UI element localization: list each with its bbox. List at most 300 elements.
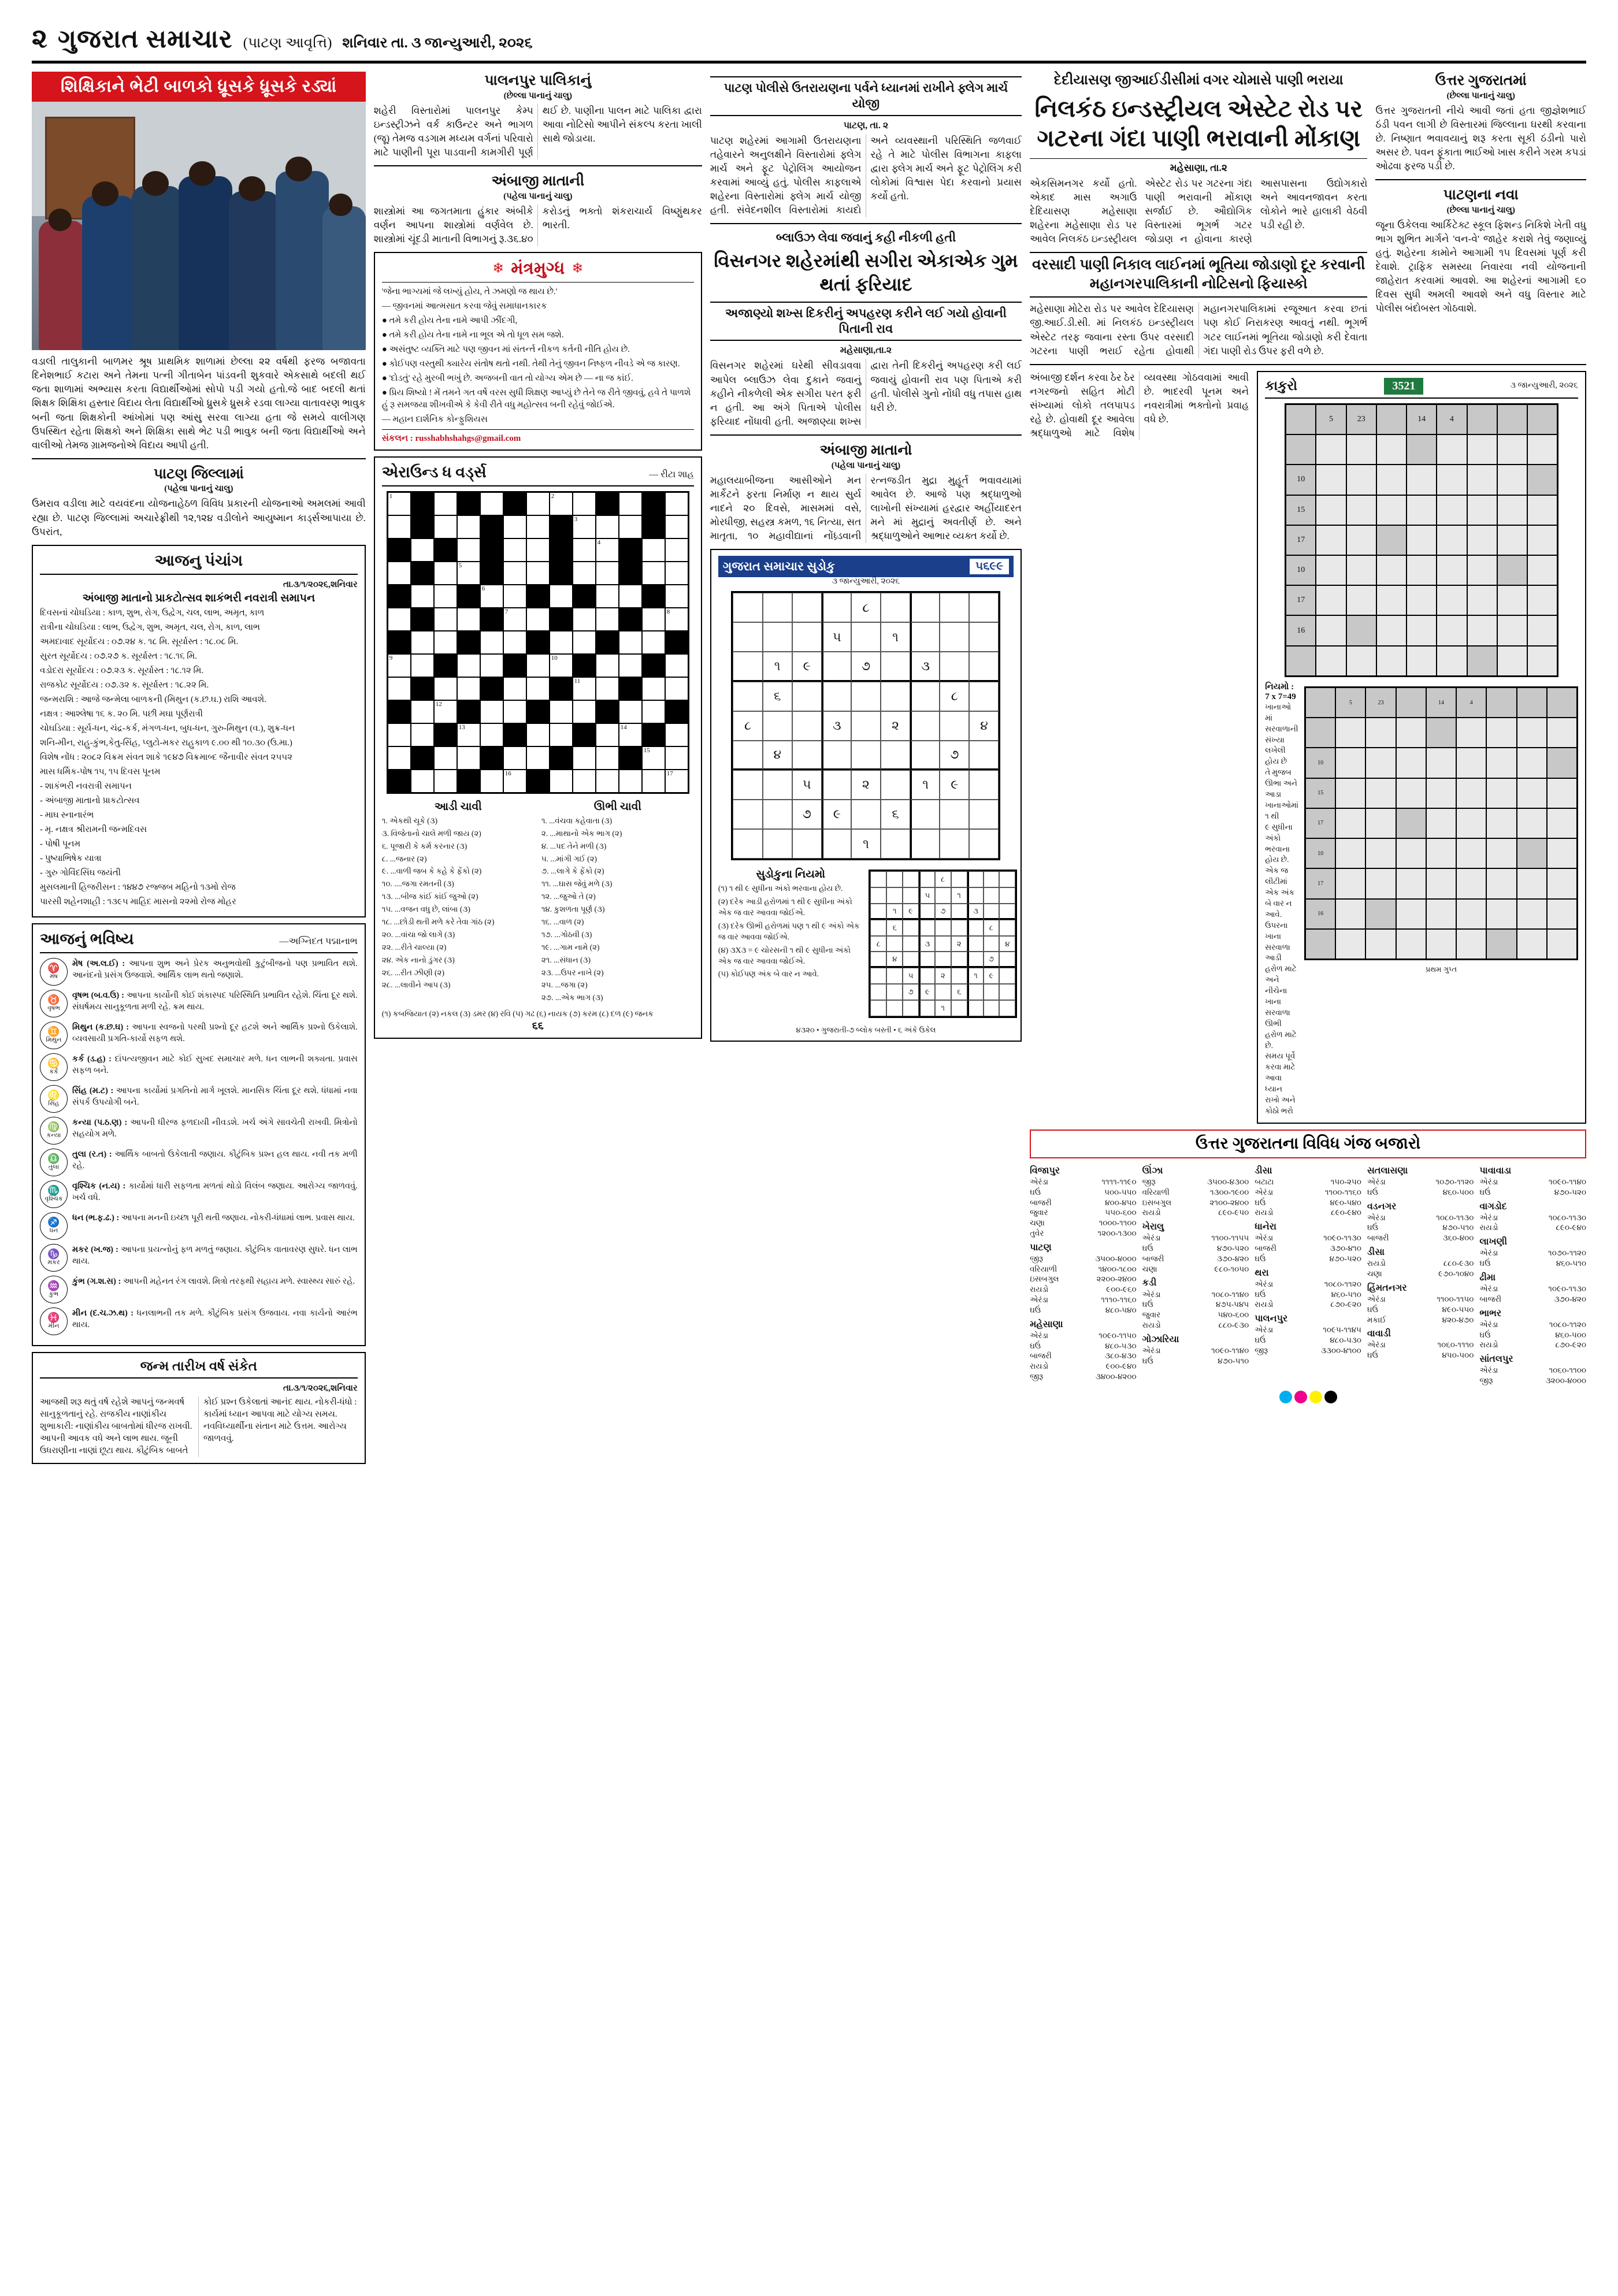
crossword-cell[interactable]: [480, 654, 503, 677]
kakuro-grid[interactable]: [1285, 403, 1558, 677]
crossword-cell[interactable]: [550, 700, 573, 723]
sudoku-cell[interactable]: [969, 682, 999, 711]
crossword-cell[interactable]: 7: [503, 608, 526, 631]
crossword-block[interactable]: [480, 677, 503, 700]
kakuro-cell[interactable]: [1335, 748, 1365, 778]
kakuro-cell[interactable]: [1335, 868, 1365, 898]
kakuro-cell[interactable]: [1527, 646, 1557, 676]
kakuro-cell[interactable]: [1456, 748, 1486, 778]
sudoku-cell[interactable]: [935, 936, 951, 952]
kakuro-clue-cell[interactable]: [1517, 688, 1547, 718]
kakuro-cell[interactable]: [1547, 808, 1577, 838]
kakuro-cell[interactable]: [1517, 748, 1547, 778]
sudoku-cell[interactable]: [910, 800, 940, 829]
kakuro-cell[interactable]: [1365, 718, 1396, 748]
crossword-block[interactable]: [619, 677, 642, 700]
kakuro-cell[interactable]: [1547, 929, 1577, 959]
sudoku-cell[interactable]: [792, 593, 822, 622]
crossword-cell[interactable]: [573, 770, 596, 793]
crossword-cell[interactable]: [665, 538, 688, 562]
crossword-cell[interactable]: [480, 492, 503, 515]
crossword-cell[interactable]: [642, 677, 665, 700]
crossword-cell[interactable]: [596, 746, 619, 770]
sudoku-cell[interactable]: [910, 711, 940, 741]
sudoku-grid[interactable]: [731, 591, 1000, 860]
sudoku-cell[interactable]: [919, 952, 935, 968]
sudoku-cell[interactable]: ૫: [903, 968, 919, 984]
kakuro-cell[interactable]: [1456, 929, 1486, 959]
sudoku-cell[interactable]: ૧: [910, 770, 940, 800]
kakuro-clue-cell[interactable]: 15: [1286, 495, 1316, 525]
kakuro-cell[interactable]: [1365, 838, 1396, 868]
crossword-block[interactable]: [411, 608, 434, 631]
crossword-block[interactable]: [596, 492, 619, 515]
sudoku-cell[interactable]: ૯: [792, 652, 822, 681]
kakuro-cell[interactable]: [1426, 778, 1456, 808]
crossword-cell[interactable]: 14: [619, 723, 642, 746]
sudoku-cell[interactable]: ૭: [851, 652, 881, 681]
kakuro-cell[interactable]: [1527, 434, 1557, 465]
kakuro-clue-cell[interactable]: 5: [1335, 688, 1365, 718]
sudoku-cell[interactable]: ૩: [919, 936, 935, 952]
sudoku-cell[interactable]: [851, 622, 881, 652]
crossword-cell[interactable]: [642, 608, 665, 631]
sudoku-cell[interactable]: [967, 952, 984, 968]
sudoku-cell[interactable]: [822, 593, 851, 622]
crossword-block[interactable]: [550, 538, 573, 562]
sudoku-cell[interactable]: [940, 593, 969, 622]
crossword-cell[interactable]: [434, 677, 457, 700]
kakuro-clue-cell[interactable]: [1497, 555, 1527, 585]
crossword-cell[interactable]: 8: [665, 608, 688, 631]
sudoku-cell[interactable]: [999, 1000, 1015, 1016]
sudoku-cell[interactable]: [733, 652, 762, 681]
kakuro-cell[interactable]: [1437, 585, 1467, 615]
crossword-cell[interactable]: [619, 770, 642, 793]
kakuro-cell[interactable]: [1467, 555, 1497, 585]
sudoku-cell[interactable]: [870, 952, 886, 968]
crossword-cell[interactable]: [642, 631, 665, 654]
crossword-block[interactable]: [434, 538, 457, 562]
kakuro-clue-cell[interactable]: [1305, 718, 1335, 748]
kakuro-clue-cell[interactable]: [1467, 646, 1497, 676]
crossword-block[interactable]: [550, 746, 573, 770]
kakuro-clue-cell[interactable]: 23: [1346, 404, 1376, 434]
crossword-block[interactable]: [503, 723, 526, 746]
kakuro-cell[interactable]: [1316, 465, 1346, 495]
crossword-cell[interactable]: [434, 631, 457, 654]
kakuro-clue-cell[interactable]: [1467, 404, 1497, 434]
crossword-cell[interactable]: [573, 631, 596, 654]
kakuro-cell[interactable]: [1365, 868, 1396, 898]
crossword-cell[interactable]: [596, 654, 619, 677]
kakuro-cell[interactable]: [1376, 495, 1407, 525]
kakuro-cell[interactable]: [1316, 555, 1346, 585]
sudoku-cell[interactable]: ૨: [951, 936, 967, 952]
crossword-cell[interactable]: [411, 585, 434, 608]
kakuro-cell[interactable]: [1316, 646, 1346, 676]
sudoku-cell[interactable]: [919, 871, 935, 887]
kakuro-clue-cell[interactable]: 17: [1286, 525, 1316, 555]
crossword-cell[interactable]: [526, 746, 550, 770]
sudoku-cell[interactable]: ૯: [940, 770, 969, 800]
kakuro-cell[interactable]: [1497, 585, 1527, 615]
kakuro-clue-cell[interactable]: [1547, 688, 1577, 718]
sudoku-cell[interactable]: ૬: [951, 984, 967, 1000]
crossword-cell[interactable]: [434, 515, 457, 538]
crossword-cell[interactable]: [642, 700, 665, 723]
kakuro-clue-cell[interactable]: 5: [1316, 404, 1346, 434]
sudoku-cell[interactable]: [999, 887, 1015, 904]
crossword-cell[interactable]: [388, 515, 411, 538]
kakuro-clue-cell[interactable]: [1486, 929, 1516, 959]
crossword-block[interactable]: [457, 770, 480, 793]
kakuro-cell[interactable]: [1346, 495, 1376, 525]
sudoku-cell[interactable]: ૬: [881, 800, 910, 829]
sudoku-cell[interactable]: [792, 622, 822, 652]
sudoku-cell[interactable]: [967, 920, 984, 936]
sudoku-cell[interactable]: [822, 770, 851, 800]
crossword-cell[interactable]: [642, 562, 665, 585]
kakuro-cell[interactable]: [1346, 465, 1376, 495]
kakuro-cell[interactable]: [1396, 838, 1426, 868]
kakuro-cell[interactable]: [1335, 718, 1365, 748]
sudoku-cell[interactable]: [984, 984, 1000, 1000]
crossword-cell[interactable]: [526, 654, 550, 677]
crossword-block[interactable]: [642, 654, 665, 677]
crossword-block[interactable]: [642, 585, 665, 608]
crossword-cell[interactable]: [665, 677, 688, 700]
crossword-cell[interactable]: [503, 585, 526, 608]
kakuro-cell[interactable]: [1346, 525, 1376, 555]
kakuro-clue-cell[interactable]: [1286, 646, 1316, 676]
kakuro-cell[interactable]: [1517, 868, 1547, 898]
sudoku-cell[interactable]: [935, 887, 951, 904]
crossword-cell[interactable]: [503, 746, 526, 770]
kakuro-cell[interactable]: [1396, 748, 1426, 778]
sudoku-cell[interactable]: [870, 904, 886, 920]
crossword-block[interactable]: [503, 492, 526, 515]
kakuro-clue-cell[interactable]: 10: [1305, 748, 1335, 778]
crossword-block[interactable]: [388, 631, 411, 654]
kakuro-clue-cell[interactable]: 4: [1456, 688, 1486, 718]
crossword-grid[interactable]: [387, 491, 689, 794]
crossword-cell[interactable]: [619, 700, 642, 723]
sudoku-cell[interactable]: ૫: [919, 887, 935, 904]
sudoku-cell[interactable]: [792, 711, 822, 741]
crossword-cell[interactable]: [434, 492, 457, 515]
crossword-cell[interactable]: [457, 654, 480, 677]
kakuro-cell[interactable]: [1426, 868, 1456, 898]
kakuro-clue-cell[interactable]: [1286, 404, 1316, 434]
crossword-cell[interactable]: 11: [573, 677, 596, 700]
crossword-block[interactable]: [388, 585, 411, 608]
kakuro-cell[interactable]: [1456, 868, 1486, 898]
sudoku-cell[interactable]: ૭: [903, 984, 919, 1000]
sudoku-cell[interactable]: [940, 829, 969, 859]
kakuro-clue-cell[interactable]: 14: [1407, 404, 1437, 434]
sudoku-cell[interactable]: [940, 622, 969, 652]
sudoku-cell[interactable]: ૮: [870, 936, 886, 952]
sudoku-cell[interactable]: [969, 622, 999, 652]
kakuro-cell[interactable]: [1437, 465, 1467, 495]
crossword-cell[interactable]: [550, 585, 573, 608]
sudoku-cell[interactable]: [733, 770, 762, 800]
kakuro-cell[interactable]: [1426, 929, 1456, 959]
crossword-cell[interactable]: [526, 608, 550, 631]
kakuro-clue-cell[interactable]: 17: [1305, 808, 1335, 838]
crossword-cell[interactable]: [388, 723, 411, 746]
sudoku-cell[interactable]: ૯: [984, 968, 1000, 984]
sudoku-cell[interactable]: ૩: [910, 652, 940, 681]
kakuro-cell[interactable]: [1497, 465, 1527, 495]
sudoku-cell[interactable]: [881, 652, 910, 681]
sudoku-cell[interactable]: [951, 952, 967, 968]
crossword-cell[interactable]: [434, 746, 457, 770]
sudoku-cell[interactable]: ૩: [967, 904, 984, 920]
crossword-cell[interactable]: [388, 677, 411, 700]
kakuro-cell[interactable]: [1527, 495, 1557, 525]
kakuro-cell[interactable]: [1467, 615, 1497, 645]
crossword-cell[interactable]: 15: [642, 746, 665, 770]
kakuro-clue-cell[interactable]: [1486, 688, 1516, 718]
kakuro-clue-cell[interactable]: 15: [1305, 778, 1335, 808]
kakuro-clue-cell[interactable]: 16: [1305, 899, 1335, 929]
sudoku-cell[interactable]: [951, 968, 967, 984]
sudoku-cell[interactable]: [940, 800, 969, 829]
sudoku-cell[interactable]: [984, 871, 1000, 887]
sudoku-cell[interactable]: [881, 682, 910, 711]
sudoku-cell[interactable]: [763, 711, 792, 741]
sudoku-cell[interactable]: ૮: [851, 593, 881, 622]
sudoku-cell[interactable]: [822, 829, 851, 859]
sudoku-cell[interactable]: ૬: [763, 682, 792, 711]
sudoku-cell[interactable]: [870, 871, 886, 887]
crossword-cell[interactable]: [480, 700, 503, 723]
kakuro-clue-cell[interactable]: [1527, 465, 1557, 495]
sudoku-cell[interactable]: ૮: [733, 711, 762, 741]
kakuro-clue-cell[interactable]: [1376, 404, 1407, 434]
kakuro-cell[interactable]: [1365, 778, 1396, 808]
kakuro-cell[interactable]: [1407, 465, 1437, 495]
crossword-cell[interactable]: [411, 654, 434, 677]
crossword-cell[interactable]: [665, 746, 688, 770]
kakuro-clue-cell[interactable]: 10: [1286, 465, 1316, 495]
kakuro-clue-cell[interactable]: [1305, 688, 1335, 718]
crossword-block[interactable]: [526, 631, 550, 654]
crossword-cell[interactable]: [550, 631, 573, 654]
crossword-block[interactable]: [526, 585, 550, 608]
kakuro-cell[interactable]: [1376, 646, 1407, 676]
sudoku-cell[interactable]: [935, 920, 951, 936]
sudoku-cell[interactable]: [967, 984, 984, 1000]
sudoku-cell[interactable]: ૫: [792, 770, 822, 800]
crossword-cell[interactable]: [596, 585, 619, 608]
crossword-block[interactable]: [434, 654, 457, 677]
crossword-cell[interactable]: [503, 562, 526, 585]
crossword-block[interactable]: [480, 746, 503, 770]
crossword-block[interactable]: [526, 770, 550, 793]
crossword-cell[interactable]: [503, 700, 526, 723]
kakuro-clue-cell[interactable]: 17: [1286, 585, 1316, 615]
crossword-cell[interactable]: [457, 608, 480, 631]
kakuro-cell[interactable]: [1456, 899, 1486, 929]
sudoku-cell[interactable]: [967, 1000, 984, 1016]
sudoku-cell[interactable]: [886, 936, 903, 952]
crossword-cell[interactable]: [388, 562, 411, 585]
crossword-block[interactable]: [457, 631, 480, 654]
sudoku-cell[interactable]: [919, 968, 935, 984]
crossword-cell[interactable]: [411, 631, 434, 654]
crossword-cell[interactable]: [642, 770, 665, 793]
sudoku-cell[interactable]: [903, 936, 919, 952]
kakuro-cell[interactable]: [1497, 434, 1527, 465]
crossword-cell[interactable]: [480, 770, 503, 793]
kakuro-cell[interactable]: [1437, 495, 1467, 525]
crossword-cell[interactable]: 2: [550, 492, 573, 515]
crossword-cell[interactable]: [642, 538, 665, 562]
crossword-block[interactable]: [550, 562, 573, 585]
sudoku-cell[interactable]: ૪: [969, 711, 999, 741]
sudoku-cell[interactable]: [733, 829, 762, 859]
crossword-cell[interactable]: [665, 585, 688, 608]
sudoku-cell[interactable]: [870, 968, 886, 984]
kakuro-cell[interactable]: [1467, 434, 1497, 465]
kakuro-cell[interactable]: [1467, 465, 1497, 495]
sudoku-cell[interactable]: ૨: [935, 968, 951, 984]
kakuro-clue-cell[interactable]: [1527, 404, 1557, 434]
kakuro-clue-cell[interactable]: [1396, 808, 1426, 838]
crossword-block[interactable]: [573, 723, 596, 746]
kakuro-cell[interactable]: [1335, 929, 1365, 959]
sudoku-cell[interactable]: [999, 920, 1015, 936]
kakuro-cell[interactable]: [1426, 808, 1456, 838]
kakuro-cell[interactable]: [1407, 615, 1437, 645]
crossword-cell[interactable]: [619, 515, 642, 538]
crossword-block[interactable]: [596, 700, 619, 723]
kakuro-cell[interactable]: [1335, 808, 1365, 838]
crossword-cell[interactable]: [550, 723, 573, 746]
crossword-cell[interactable]: 17: [665, 770, 688, 793]
kakuro-cell[interactable]: [1365, 929, 1396, 959]
kakuro-cell[interactable]: [1316, 434, 1346, 465]
sudoku-cell[interactable]: ૨: [881, 711, 910, 741]
sudoku-cell[interactable]: ૧: [881, 622, 910, 652]
crossword-cell[interactable]: [411, 723, 434, 746]
sudoku-cell[interactable]: [999, 952, 1015, 968]
crossword-cell[interactable]: [457, 515, 480, 538]
sudoku-cell[interactable]: [967, 871, 984, 887]
crossword-cell[interactable]: 6: [480, 585, 503, 608]
crossword-cell[interactable]: [573, 700, 596, 723]
sudoku-cell[interactable]: ૧: [951, 887, 967, 904]
sudoku-cell[interactable]: [870, 984, 886, 1000]
kakuro-cell[interactable]: [1547, 868, 1577, 898]
crossword-block[interactable]: [480, 562, 503, 585]
sudoku-cell[interactable]: [886, 871, 903, 887]
kakuro-cell[interactable]: [1376, 465, 1407, 495]
sudoku-cell[interactable]: [940, 711, 969, 741]
crossword-cell[interactable]: [596, 770, 619, 793]
sudoku-cell[interactable]: [886, 984, 903, 1000]
kakuro-cell[interactable]: [1426, 748, 1456, 778]
crossword-block[interactable]: [411, 746, 434, 770]
sudoku-cell[interactable]: [903, 920, 919, 936]
kakuro-cell[interactable]: [1335, 838, 1365, 868]
sudoku-cell[interactable]: [903, 887, 919, 904]
crossword-block[interactable]: [411, 562, 434, 585]
sudoku-cell[interactable]: [967, 936, 984, 952]
kakuro-cell[interactable]: [1407, 585, 1437, 615]
sudoku-cell[interactable]: [733, 800, 762, 829]
kakuro-cell[interactable]: [1486, 778, 1516, 808]
crossword-cell[interactable]: [434, 770, 457, 793]
sudoku-cell[interactable]: [999, 904, 1015, 920]
kakuro-cell[interactable]: [1497, 615, 1527, 645]
kakuro-cell[interactable]: [1407, 495, 1437, 525]
sudoku-cell[interactable]: [969, 800, 999, 829]
crossword-cell[interactable]: [411, 538, 434, 562]
sudoku-cell[interactable]: [886, 1000, 903, 1016]
kakuro-clue-cell[interactable]: [1407, 434, 1437, 465]
sudoku-cell[interactable]: [851, 741, 881, 770]
sudoku-cell[interactable]: [910, 741, 940, 770]
kakuro-cell[interactable]: [1486, 899, 1516, 929]
crossword-block[interactable]: [457, 585, 480, 608]
crossword-cell[interactable]: [665, 654, 688, 677]
kakuro-cell[interactable]: [1316, 525, 1346, 555]
kakuro-cell[interactable]: [1497, 525, 1527, 555]
kakuro-clue-cell[interactable]: [1365, 899, 1396, 929]
kakuro-clue-cell[interactable]: 14: [1426, 688, 1456, 718]
kakuro-cell[interactable]: [1456, 778, 1486, 808]
kakuro-clue-cell[interactable]: [1497, 404, 1527, 434]
sudoku-cell[interactable]: [903, 1000, 919, 1016]
kakuro-cell[interactable]: [1497, 495, 1527, 525]
sudoku-cell[interactable]: [951, 920, 967, 936]
crossword-block[interactable]: [619, 538, 642, 562]
sudoku-cell[interactable]: [984, 887, 1000, 904]
crossword-cell[interactable]: 10: [550, 654, 573, 677]
crossword-cell[interactable]: [596, 677, 619, 700]
kakuro-cell[interactable]: [1486, 838, 1516, 868]
crossword-cell[interactable]: [434, 608, 457, 631]
sudoku-cell[interactable]: ૮: [935, 871, 951, 887]
sudoku-cell[interactable]: [881, 593, 910, 622]
crossword-block[interactable]: [642, 515, 665, 538]
crossword-cell[interactable]: [526, 492, 550, 515]
kakuro-cell[interactable]: [1396, 899, 1426, 929]
sudoku-cell[interactable]: ૧: [967, 968, 984, 984]
sudoku-cell[interactable]: ૧: [763, 652, 792, 681]
sudoku-cell[interactable]: [886, 968, 903, 984]
sudoku-cell[interactable]: [969, 741, 999, 770]
kakuro-cell[interactable]: [1396, 778, 1426, 808]
crossword-cell[interactable]: [573, 746, 596, 770]
crossword-cell[interactable]: [526, 723, 550, 746]
crossword-cell[interactable]: [619, 585, 642, 608]
kakuro-clue-cell[interactable]: [1547, 748, 1577, 778]
crossword-block[interactable]: [619, 562, 642, 585]
crossword-block[interactable]: [388, 538, 411, 562]
kakuro-cell[interactable]: [1396, 929, 1426, 959]
kakuro-cell[interactable]: [1396, 868, 1426, 898]
kakuro-cell[interactable]: [1486, 748, 1516, 778]
sudoku-cell[interactable]: ૯: [903, 904, 919, 920]
kakuro-cell[interactable]: [1376, 615, 1407, 645]
kakuro-cell[interactable]: [1527, 525, 1557, 555]
sudoku-cell[interactable]: ૭: [940, 741, 969, 770]
